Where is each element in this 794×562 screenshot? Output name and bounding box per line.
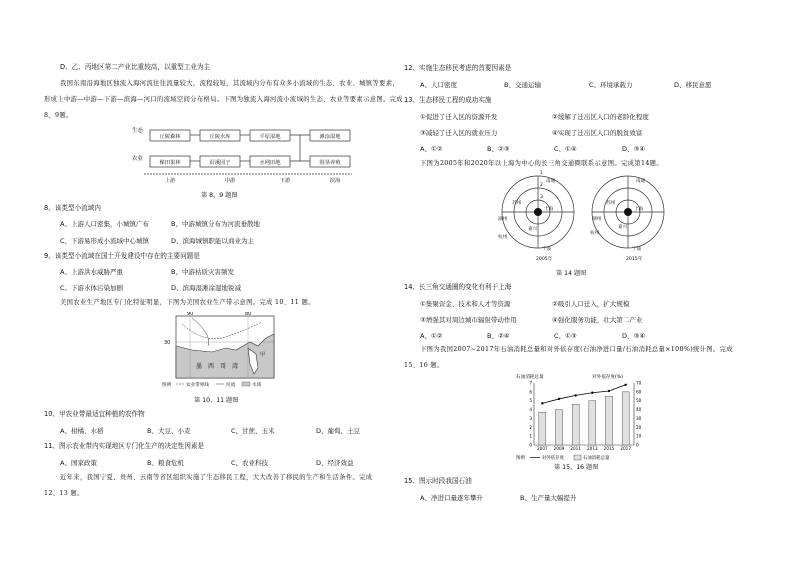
q9-option-b[interactable]: B、中游枯质灾害频发 bbox=[171, 268, 234, 276]
point-dependency bbox=[574, 394, 576, 396]
passage-14: 下图为2005年和2020年以上海为中心的长三角交通圈联系示意图。完成第14题。 bbox=[420, 160, 663, 167]
ring-label-1: 1 bbox=[540, 171, 543, 176]
q13-item-4: ④实现了迁出区人口的脱贫致富 bbox=[552, 129, 643, 137]
point-dependency bbox=[591, 392, 593, 394]
x-tick-label: 2013 bbox=[586, 446, 598, 451]
q11-option-b[interactable]: B、粮食危机 bbox=[147, 459, 184, 467]
q11-option-d[interactable]: D、经济效益 bbox=[316, 459, 354, 467]
q13-option-c[interactable]: C、①④ bbox=[554, 145, 577, 153]
q9-option-d[interactable]: D、滨海湿滩涂湿地锐减 bbox=[171, 284, 242, 292]
y-tick-right-label: 40 bbox=[636, 407, 642, 413]
q12-option-b[interactable]: B、交通运输 bbox=[504, 81, 541, 89]
y-axis-left-title: 石油消耗总量 bbox=[516, 375, 544, 380]
city-nantong-2005: 南通 bbox=[546, 179, 556, 184]
x-tick-label: 2007 bbox=[536, 446, 548, 451]
passage-8-9-line3: 8、9题。 bbox=[44, 112, 73, 119]
y-tick-right-label: 0 bbox=[636, 442, 639, 448]
q12-stem: 12、实施生态移民考虑的首要因素是 bbox=[404, 64, 512, 72]
lat-label-30: 30 bbox=[164, 340, 171, 346]
y-tick-left-label: 3 bbox=[529, 415, 532, 421]
city-ningbo-2015: 宁波 bbox=[632, 247, 642, 252]
q15-option-a[interactable]: A、净进口量逐年攀升 bbox=[420, 494, 483, 502]
bar-oil-consumption bbox=[539, 412, 546, 445]
sea-char-3: 哥 bbox=[220, 363, 227, 370]
city-huzhou-2015: 湖州 bbox=[592, 217, 602, 222]
legend-line-label: 对外依存度 bbox=[542, 456, 564, 461]
passage-10-11: 美国农业生产地区专门化特征明显，下图为美国农业生产带示意图。完成 10、11 题。 bbox=[60, 299, 315, 306]
map-legend-prefix: 图例 bbox=[162, 383, 172, 388]
sea-char-1: 墨 bbox=[196, 363, 203, 370]
q11-option-a[interactable]: A、国家政策 bbox=[60, 459, 97, 467]
map-legend-water: 水域 bbox=[252, 383, 262, 388]
q14-option-c[interactable]: C、①③ bbox=[554, 332, 577, 340]
figure-10-11-caption: 第 10、11 题图 bbox=[194, 397, 239, 404]
city-suzhou-2015: 苏州 bbox=[606, 201, 616, 206]
box-terrace-orchard: 梯田果林 bbox=[159, 160, 181, 166]
yrd-transport-circles bbox=[488, 168, 678, 266]
city-nantong-2015: 南通 bbox=[636, 179, 646, 184]
city-jiaxing-2015: 嘉兴 bbox=[618, 225, 628, 230]
q12-option-d[interactable]: D、移民意愿 bbox=[674, 81, 712, 89]
box-paddy-field: 水网田地 bbox=[259, 160, 281, 166]
box-creek-garden: 沿溪园子 bbox=[209, 160, 231, 166]
point-dependency bbox=[541, 402, 543, 404]
city-ningbo-2005: 宁波 bbox=[542, 247, 552, 252]
line-dependency bbox=[542, 385, 625, 404]
q9-option-c[interactable]: C、下游水体污染加剧 bbox=[60, 284, 124, 292]
sea-char-2: 西 bbox=[208, 363, 215, 370]
q14-item-2: ②吸引人口迁入，扩大规模 bbox=[552, 300, 630, 308]
passage-8-9-line2: 形成上中游—中游—下游—滨海—河口的流域空间分布格局。下图为独流入海河流小流域的生态、农业等要素示意图。完成 bbox=[44, 96, 403, 103]
q13-stem: 13、生态移民工程的成功实施 bbox=[404, 96, 492, 104]
axis-midstream: 中游 bbox=[224, 178, 236, 184]
y-tick-left-label: 1 bbox=[529, 433, 532, 439]
box-hill-reservoir: 丘陵水库 bbox=[209, 134, 231, 140]
y-tick-left-label: 2 bbox=[529, 424, 532, 430]
city-hangzhou-2015: 杭州 bbox=[590, 231, 600, 236]
y-tick-left-label: 7 bbox=[529, 380, 532, 386]
q14-item-3: ③增强其对周边城市辐射带动作用 bbox=[420, 316, 517, 324]
y-tick-left-label: 4 bbox=[529, 407, 532, 413]
y-tick-left-label: 6 bbox=[529, 389, 532, 395]
box-hill-forest: 丘陵森林 bbox=[159, 134, 181, 140]
city-shanghai-2005: 上海 bbox=[544, 207, 554, 212]
city-hangzhou-2005: 杭州 bbox=[498, 235, 508, 240]
q14-item-4: ④强化服务功能，壮大第二产业 bbox=[552, 316, 643, 324]
passage-12-13-line2: 12、13 题。 bbox=[44, 490, 84, 497]
q14-stem: 14、长三角交通圈的变化有利于上海 bbox=[404, 283, 512, 291]
point-dependency bbox=[558, 398, 560, 400]
passage-12-13-line1: 近年来，我国宁夏、贵州、云南等省区组织实施了生态移民工程，大大改善了移民的生产和生活条件。完成 bbox=[60, 474, 373, 481]
lon-label-80: 80 bbox=[245, 312, 252, 317]
point-dependency bbox=[624, 384, 626, 386]
q10-option-d[interactable]: D、葡萄、土豆 bbox=[316, 427, 361, 435]
axis-downstream: 下游 bbox=[279, 178, 291, 184]
box-tidal-wetland: 滩涂湿地 bbox=[319, 134, 341, 140]
bar-oil-consumption bbox=[606, 396, 613, 445]
q15-stem: 15、图示时段我国石油 bbox=[404, 477, 472, 485]
city-huzhou-2005: 湖州 bbox=[498, 217, 508, 222]
q8-stem: 8、该类型小流域内 bbox=[44, 204, 101, 212]
sea-char-4: 湾 bbox=[232, 363, 239, 370]
axis-upstream: 上游 bbox=[164, 178, 176, 184]
legend-bar-swatch bbox=[574, 455, 581, 460]
year-label-2005: 2005年 bbox=[536, 257, 553, 262]
q15-option-b[interactable]: B、生产量大幅提升 bbox=[520, 494, 577, 502]
city-suzhou-2005: 苏州 bbox=[512, 201, 522, 206]
q8-option-a[interactable]: A、上游人口密集，小城镇广布 bbox=[60, 220, 149, 228]
q11-option-c[interactable]: C、农业科技 bbox=[231, 459, 269, 467]
ring-label-2: 2 bbox=[540, 183, 543, 188]
x-tick-label: 2011 bbox=[570, 446, 582, 451]
q13-option-d[interactable]: D、③④ bbox=[622, 145, 646, 153]
q9-option-a[interactable]: A、上游洪水威胁严重 bbox=[60, 268, 123, 276]
x-tick-label: 2009 bbox=[553, 446, 565, 451]
q10-stem: 10、甲农业带最适宜种植的农作物 bbox=[44, 410, 145, 418]
figure-14-caption: 第 14 题图 bbox=[556, 270, 587, 277]
us-agriculture-map bbox=[162, 312, 282, 390]
place-jia: 甲 bbox=[260, 352, 266, 358]
q13-item-1: ①促进了迁入区的资源开发 bbox=[420, 113, 498, 121]
q13-item-3: ③减轻了迁入区的就业压力 bbox=[420, 129, 498, 137]
city-shanghai-2015: 上海 bbox=[634, 207, 644, 212]
row-label-ecology: 生态 bbox=[132, 128, 144, 134]
figure-8-9-caption: 第 8、9 题图 bbox=[201, 192, 238, 199]
q14-option-b[interactable]: B、②④ bbox=[487, 332, 510, 340]
figure-15-16-caption: 第 15、16 题图 bbox=[554, 464, 599, 471]
passage-8-9-line1: 我国东南沿海地区独流入海河流往往流量较大，流程较短，其流域内分布有众多小流域的生态、农业、城镇等要素， bbox=[60, 80, 399, 87]
city-jiaxing-2005: 嘉兴 bbox=[528, 227, 538, 232]
box-reclaimed-aquaculture: 围垦养殖 bbox=[319, 160, 341, 166]
y-tick-left-label: 0 bbox=[529, 442, 532, 448]
watershed-diagram bbox=[130, 122, 360, 186]
x-tick-label: 2017 bbox=[620, 446, 632, 451]
y-tick-right-label: 50 bbox=[636, 398, 642, 404]
y-tick-right-label: 30 bbox=[636, 415, 642, 421]
q8-option-d[interactable]: D、滨海城镇职能以商业为主 bbox=[171, 237, 255, 245]
q7-option-d: D、乙、丙地区第二产业比重较高，以重型工业为主 bbox=[60, 63, 211, 71]
bar-oil-consumption bbox=[589, 401, 596, 445]
map-legend-belt: 农业带界线 bbox=[186, 383, 209, 388]
bar-oil-consumption bbox=[572, 404, 579, 445]
y-tick-left-label: 5 bbox=[529, 398, 532, 404]
q14-option-a[interactable]: A、①② bbox=[420, 332, 443, 340]
q9-stem: 9、该类型小流域在国土开发建设中存在的主要问题是 bbox=[44, 252, 200, 260]
y-tick-right-label: 10 bbox=[636, 433, 642, 439]
box-plain-wetland: 平原湿地 bbox=[259, 134, 281, 140]
legend-bar-label: 石油消耗总量 bbox=[583, 456, 610, 461]
y-tick-right-label: 20 bbox=[636, 424, 642, 430]
q12-option-a[interactable]: A、人口密度 bbox=[420, 81, 457, 89]
point-dependency bbox=[608, 390, 610, 392]
passage-15-16-line1: 下图为我国2007~2017年石油消耗总量和对外依存度(石油净进口量/石油消耗总量×100%)统计图。完成 bbox=[420, 346, 733, 353]
passage-15-16-line2: 15、16 题。 bbox=[404, 362, 444, 369]
q11-stem: 11、图示农业带内实现地区专门化生产的决定性因素是 bbox=[44, 442, 205, 450]
y-axis-right-title: 对外依存度(%) bbox=[592, 375, 623, 380]
map-legend-river: 河流 bbox=[226, 383, 236, 388]
q14-item-1: ①集聚资金、技术和人才等资源 bbox=[420, 300, 511, 308]
q13-option-b[interactable]: B、②③ bbox=[487, 145, 510, 153]
q12-option-c[interactable]: C、环境承载力 bbox=[589, 81, 633, 89]
oil-consumption-chart bbox=[516, 371, 656, 463]
q10-option-c[interactable]: C、甘蔗、玉米 bbox=[231, 427, 275, 435]
y-tick-right-label: 60 bbox=[636, 389, 642, 395]
q13-option-a[interactable]: A、①② bbox=[420, 145, 443, 153]
q10-option-a[interactable]: A、柑橘、水稻 bbox=[60, 427, 104, 435]
row-label-agriculture: 农业 bbox=[132, 156, 144, 162]
axis-coastal: 滨海 bbox=[329, 178, 341, 184]
lon-label-90: 90 bbox=[187, 312, 194, 317]
q8-option-b[interactable]: B、中游城镇分布为河流垂散地 bbox=[171, 220, 260, 228]
y-tick-right-label: 70 bbox=[636, 380, 642, 386]
q10-option-b[interactable]: B、大豆、小麦 bbox=[147, 427, 191, 435]
x-tick-label: 2015 bbox=[603, 446, 615, 451]
q14-option-d[interactable]: D、③④ bbox=[622, 332, 646, 340]
bar-oil-consumption bbox=[556, 410, 563, 445]
q13-item-2: ②缓解了迁出区人口的老龄化程度 bbox=[552, 113, 649, 121]
chart-legend-prefix: 图例 bbox=[516, 456, 525, 461]
bar-oil-consumption bbox=[622, 392, 629, 445]
year-label-2015: 2015年 bbox=[626, 257, 643, 262]
q8-option-c[interactable]: C、下游易形成小流域中心城镇 bbox=[60, 237, 150, 245]
ring-label-3: 3 bbox=[540, 195, 543, 200]
